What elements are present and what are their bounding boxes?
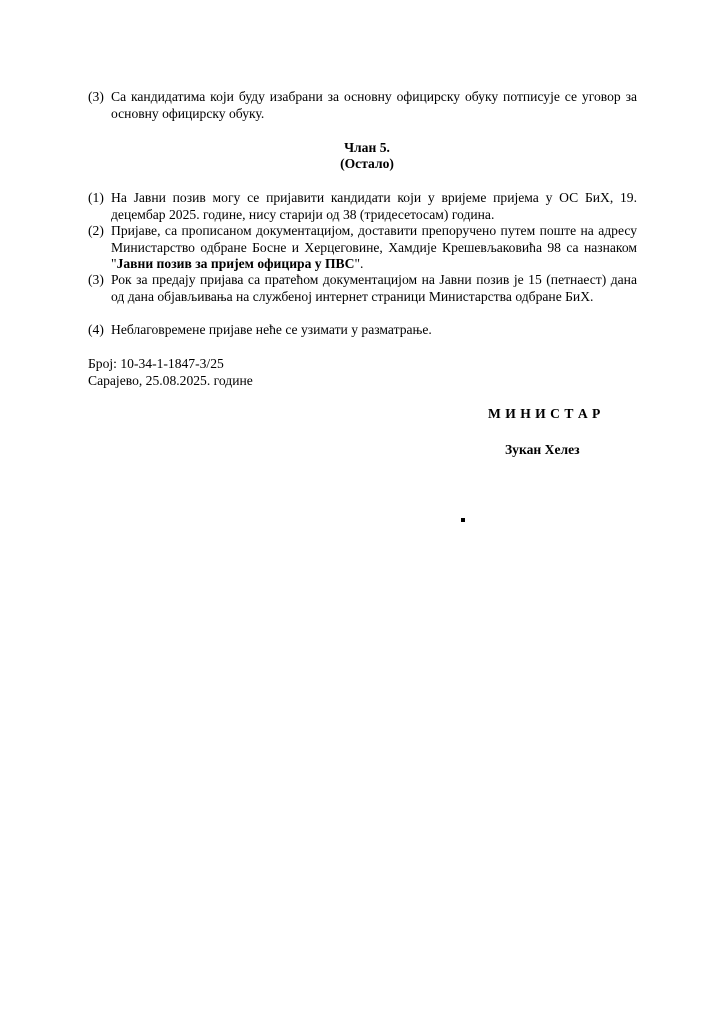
- document-number: Број: 10-34-1-1847-3/25: [88, 356, 224, 371]
- article-subtitle: (Остало): [340, 156, 394, 171]
- signature-name: Зукан Хелез: [505, 442, 580, 457]
- article-item-2: [88, 223, 637, 273]
- article-item-4: [88, 322, 637, 339]
- item-number: (4): [88, 322, 104, 337]
- item-text-start: Пријаве, са прописаном документацијом, доставити препоручено путем поште на адресу Министарство одбране Босне и Херцеговине, Хамдије Крешевљаковића 98 са назнаком ": [111, 223, 637, 272]
- article-item-1: [88, 190, 637, 223]
- article-title: Члан 5.: [344, 140, 390, 155]
- item-number: (1): [88, 190, 104, 205]
- article-item-3: [88, 272, 637, 305]
- signature-title: М И Н И С Т А Р: [488, 406, 601, 421]
- bullet-mark: [461, 518, 465, 522]
- item-text-bold-subject: Јавни позив за пријем официра у ПВС: [116, 256, 355, 272]
- item-text: Рок за предају пријава са пратећом документацијом на Јавни позив је 15 (петнаест) дана од дана објављивања на службеној интернет страници Министарства одбране БиХ.: [111, 272, 637, 304]
- item-text: Са кандидатима који буду изабрани за основну официрску обуку потписује се уговор за основну официрску обуку.: [111, 89, 637, 121]
- place-and-date: Сарајево, 25.08.2025. године: [88, 373, 253, 388]
- item-text-end: ".: [354, 256, 364, 272]
- paragraph-item-3-previous-article: [88, 89, 637, 122]
- item-text: [111, 223, 637, 273]
- item-number: (3): [88, 272, 104, 287]
- item-text: На Јавни позив могу се пријавити кандидати који у вријеме пријема у ОС БиХ, 19. децембар 2025. године, нису старији од 38 (тридесетосам) година.: [111, 190, 637, 222]
- item-number: (3): [88, 89, 104, 104]
- item-text: Неблаговремене пријаве неће се узимати у разматрање.: [111, 322, 432, 337]
- item-number: (2): [88, 223, 104, 238]
